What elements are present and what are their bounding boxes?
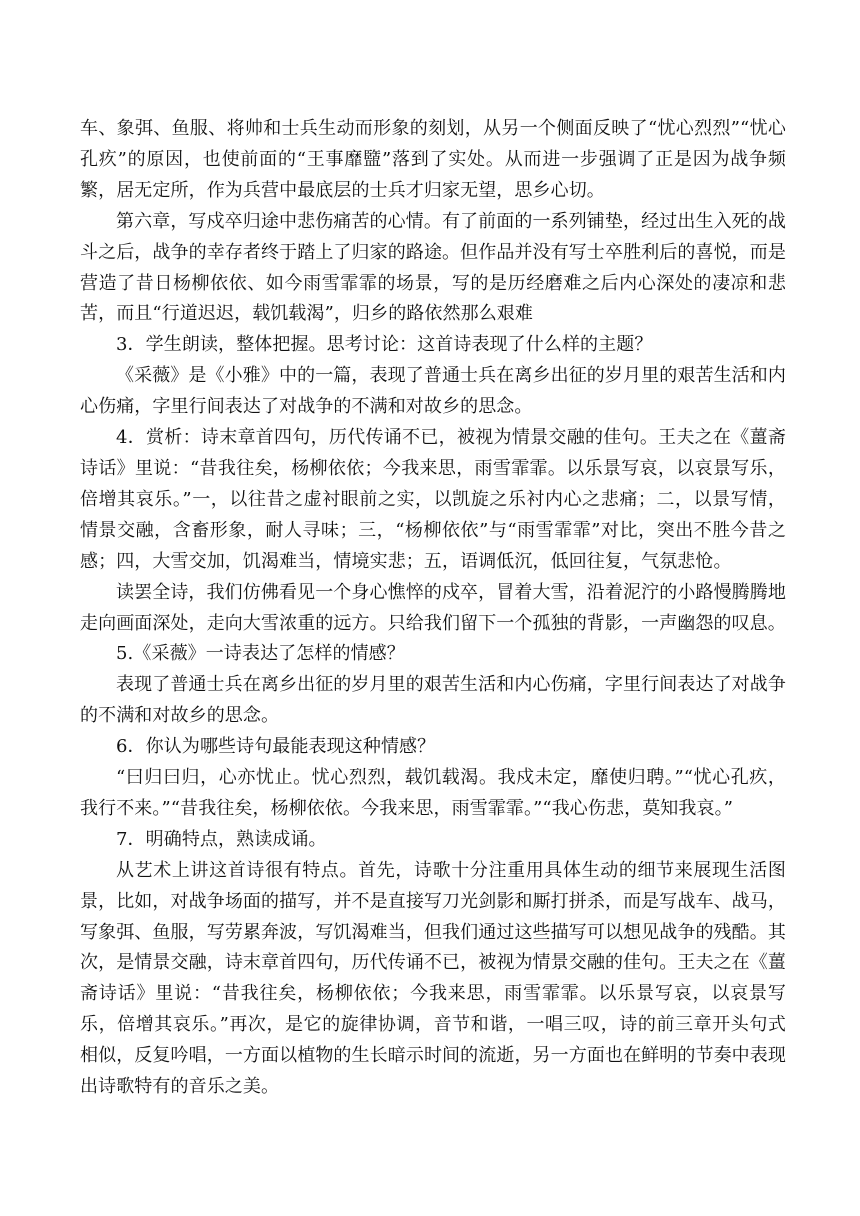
answer-7-paragraph: 从艺术上讲这首诗很有特点。首先，诗歌十分注重用具体生动的细节来展现生活图景，比如，对战争场面的描写，并不是直接写刀光剑影和厮打拼杀，而是写战车、战马，写象弭、鱼服，写劳累奔波，写饥渴难当，但我们通过这些描写可以想见战争的残酷。其次，是情景交融，诗末章首四句，历代传诵不已，被视为情景交融的佳句。王夫之在《薑斋诗话》里说：“昔我往矣，杨柳依依；今我来思，雨雪霏霏。以乐景写哀，以哀景写乐，倍增其哀乐。”再次，是它的旋律协调，音节和谐，一唱三叹，诗的前三章开头句式相似，反复吟唱，一方面以植物的生长暗示时间的流逝，另一方面也在鲜明的节奏中表现出诗歌特有的音乐之美。 [80, 859, 786, 1098]
question-4-appreciation: 4．赏析：诗末章首四句，历代传诵不已，被视为情景交融的佳句。王夫之在《薑斋诗话》里说：“昔我往矣，杨柳依依；今我来思，雨雪霏霏。以乐景写哀，以哀景写乐，倍增其哀乐。”一，以往昔之虚衬眼前之实，以凯旋之乐衬内心之悲痛；二，以景写情，情景交融，含畜形象，耐人寻味；三，“杨柳依依”与“雨雪霏霏”对比，突出不胜今昔之感；四，大雪交加，饥渴难当，情境实悲；五，语调低沉，低回往复，气氛悲怆。 [80, 427, 786, 572]
answer-3-paragraph: 《采薇》是《小雅》中的一篇，表现了普通士兵在离乡出征的岁月里的艰苦生活和内心伤痛，字里行间表达了对战争的不满和对故乡的思念。 [80, 365, 786, 418]
question-5-heading: 5.《采薇》一诗表达了怎样的情感？ [116, 643, 405, 665]
question-3-heading: 3．学生朗读，整体把握。思考讨论：这首诗表现了什么样的主题？ [116, 334, 653, 356]
question-7-heading: 7．明确特点，熟读成诵。 [116, 828, 327, 850]
paragraph-chapter-six: 第六章，写戍卒归途中悲伤痛苦的心情。有了前面的一系列铺垫，经过出生入死的战斗之后，战争的幸存者终于踏上了归家的路途。但作品并没有写士卒胜利后的喜悦，而是营造了昔日杨柳依依、如今雨雪霏霏的场景，写的是历经磨难之后内心深处的凄凉和悲苦，而且“行道迟迟，载饥载渴”，归乡的路依然那么艰难 [80, 210, 786, 325]
answer-6-quotes: “曰归曰归，心亦忧止。忧心烈烈，载饥载渴。我戍未定，靡使归聘。”“忧心孔疚，我行不来。”“昔我往矣，杨柳依依。今我来思，雨雪霏霏。”“我心伤悲，莫知我哀。” [80, 767, 786, 819]
question-6-heading: 6．你认为哪些诗句最能表现这种情感？ [116, 736, 436, 758]
document-body [80, 114, 786, 1103]
paragraph-continuation: 车、象弭、鱼服、将帅和士兵生动而形象的刻划，从另一个侧面反映了“忧心烈烈”“忧心孔疚”的原因，也使前面的“王事靡盬”落到了实处。从而进一步强调了正是因为战争频繁，居无定所，作为兵营中最底层的士兵才归家无望，思乡心切。 [80, 118, 786, 201]
answer-5-paragraph: 表现了普通士兵在离乡出征的岁月里的艰苦生活和内心伤痛，字里行间表达了对战争的不满和对故乡的思念。 [80, 674, 786, 727]
paragraph-reading-summary: 读罢全诗，我们仿佛看见一个身心憔悴的戍卒，冒着大雪，沿着泥泞的小路慢腾腾地走向画面深处，走向大雪浓重的远方。只给我们留下一个孤独的背影，一声幽怨的叹息。 [80, 581, 786, 634]
